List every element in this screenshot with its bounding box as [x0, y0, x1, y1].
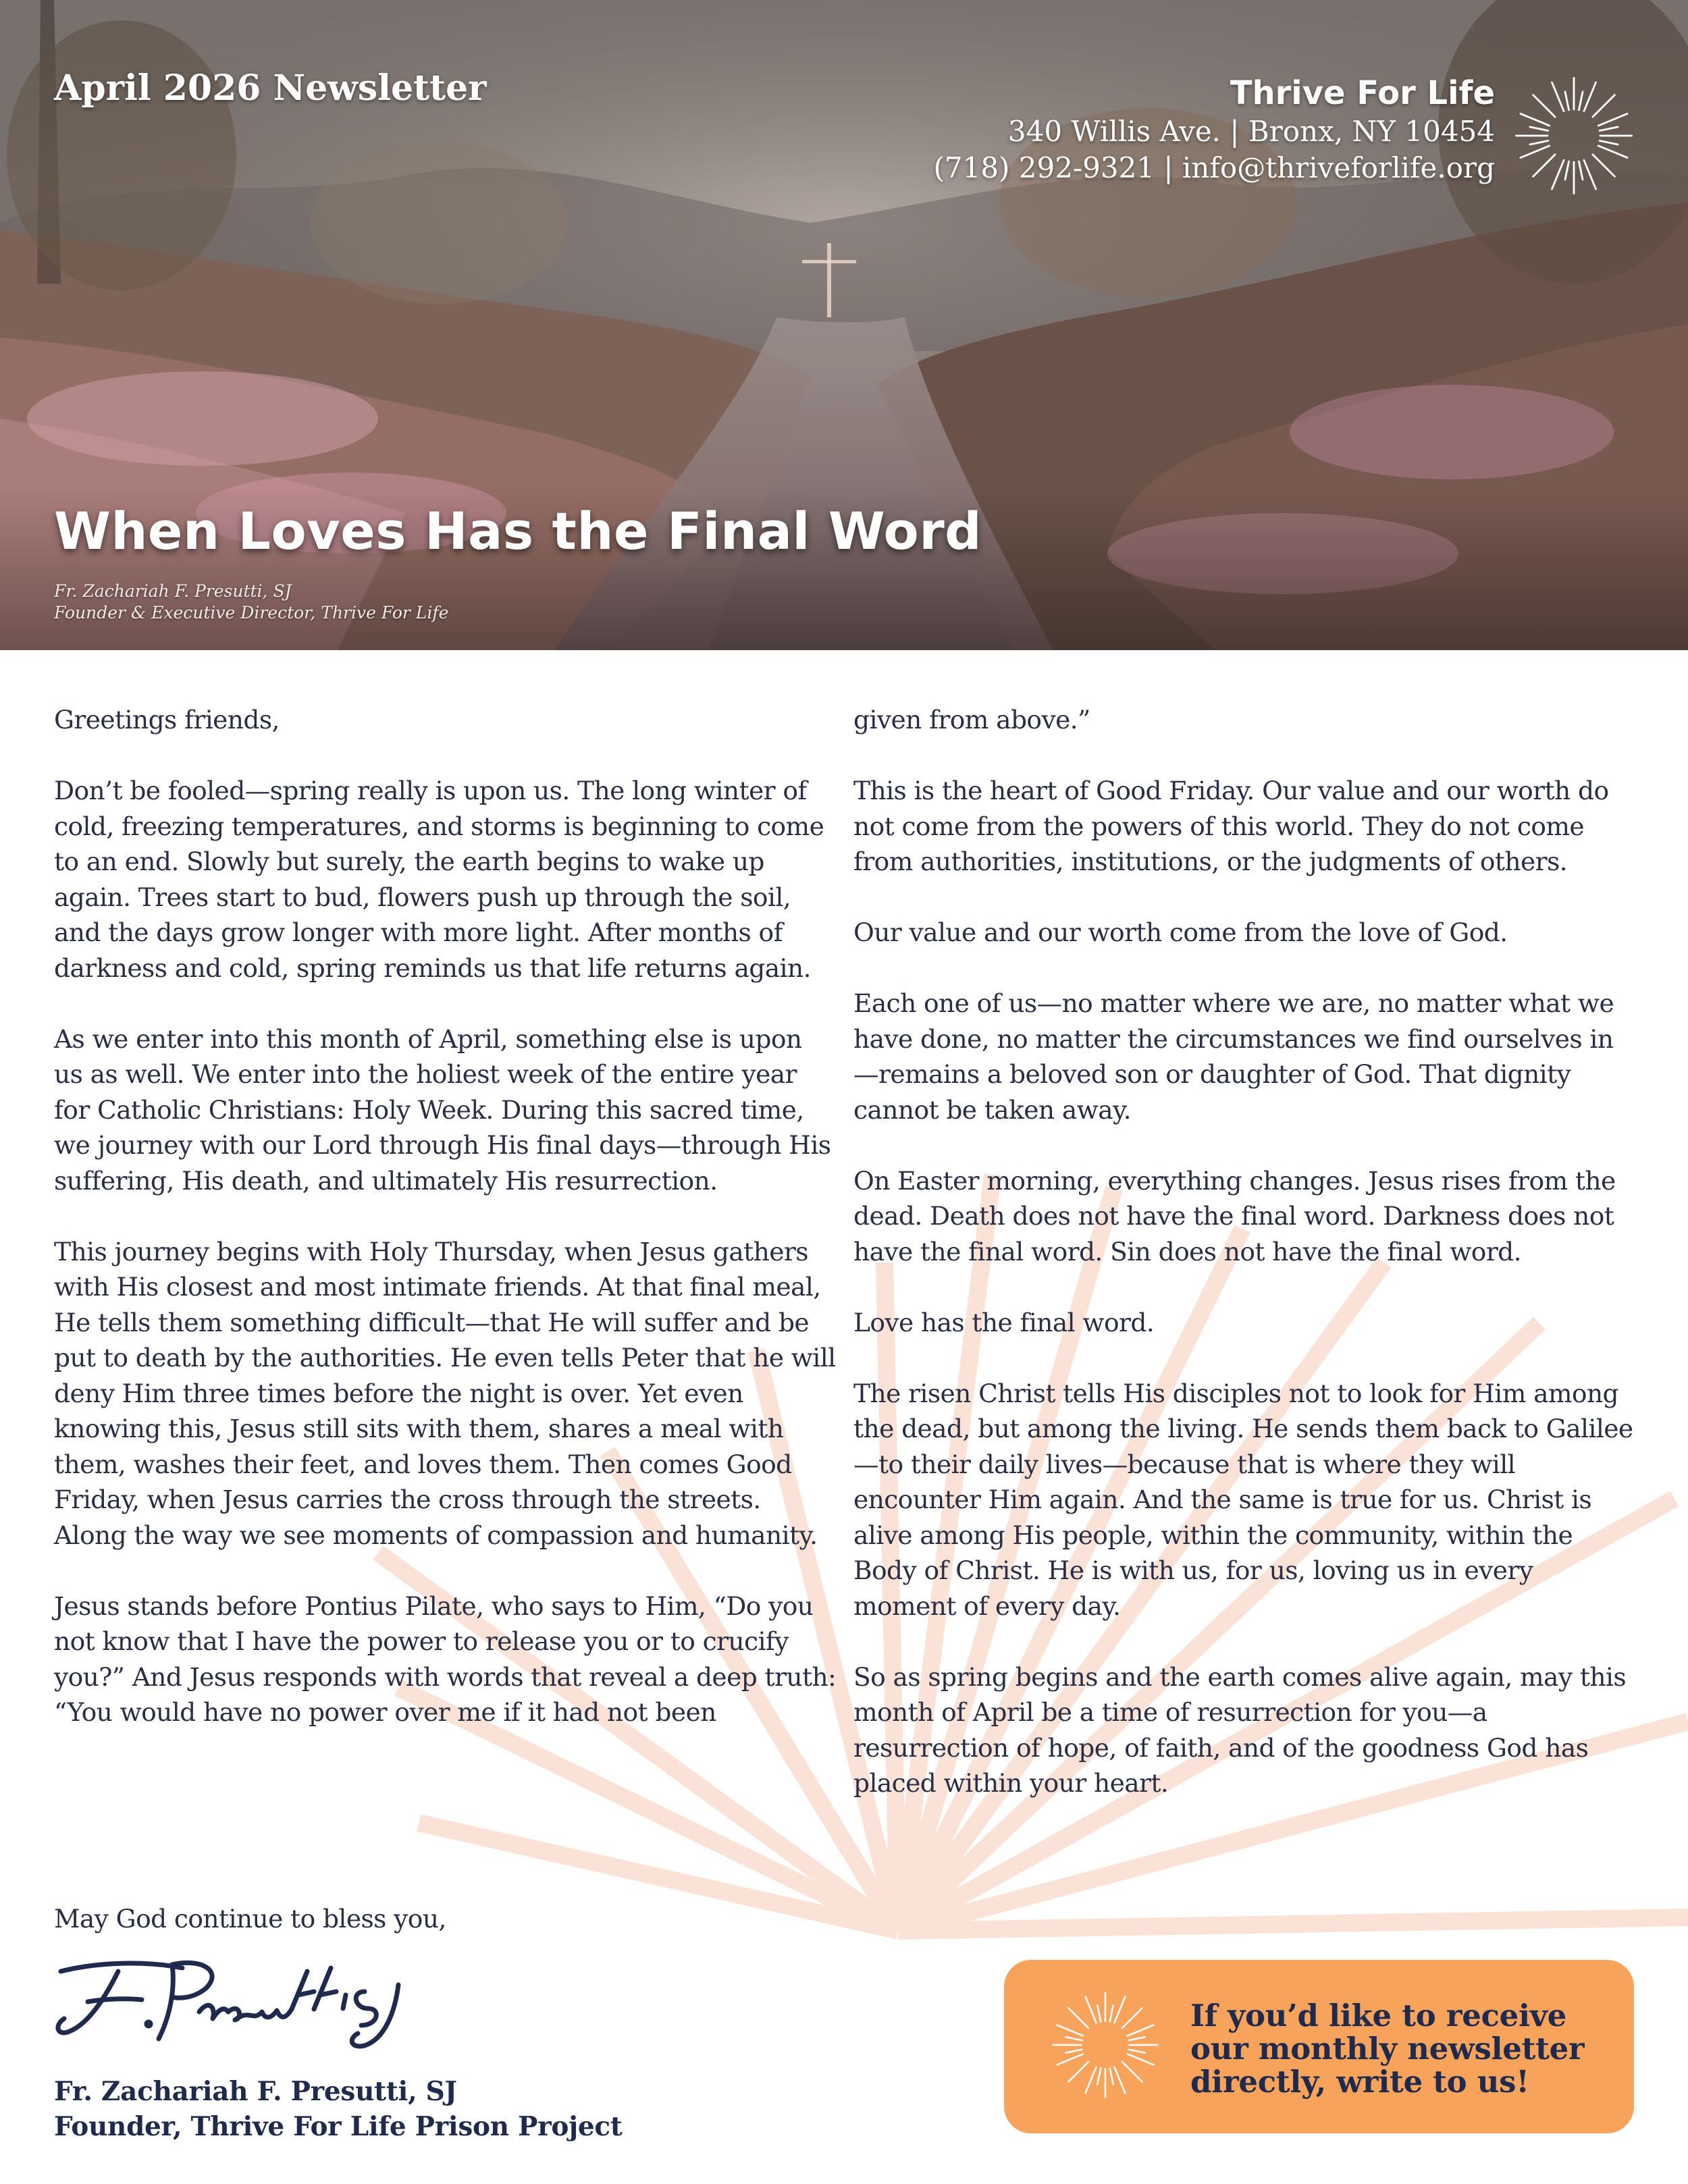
newsletter-signup-callout	[1004, 1960, 1634, 2133]
paragraph: Greetings friends,	[54, 705, 280, 735]
paragraph: This is the heart of Good Friday. Our value and our worth do not come from the powers of this world. They do not come from authorities, institutions, or the judgments of others.	[853, 776, 1609, 876]
sunburst-logo-icon	[1511, 73, 1637, 198]
article-title: When Loves Has the Final Word	[54, 501, 982, 561]
paragraph: The risen Christ tells His disciples not to look for Him among the dead, but among the living. He sends them back to Galilee—to their daily lives—because that is where they will encounter Him again. And the same is true for us. Christ is alive among His people, within the community, within the Body of Christ. He is with us, for us, loving us in every moment of every day.	[853, 1378, 1633, 1621]
byline-author: Fr. Zachariah F. Presutti, SJ	[54, 581, 292, 601]
paragraph: This journey begins with Holy Thursday, when Jesus gathers with His closest and most intimate friends. At that final meal, He tells them something difficult—that He will suffer and be put to death by the authorities. He even tells Peter that he will deny Him three times before the night is over. Yet even knowing this, Jesus still sits with them, shares a meal with them, washes their feet, and loves them. Then comes Good Friday, when Jesus carries the cross through the streets. Along the way we see moments of compassion and humanity.	[54, 1236, 836, 1550]
paragraph: Love has the final word.	[853, 1307, 1155, 1337]
org-name: Thrive For Life	[1230, 74, 1495, 112]
cta-line: If you’d like to receive	[1190, 1998, 1566, 2033]
paragraph: Each one of us—no matter where we are, no matter what we have done, no matter the circumstances we find ourselves in—remains a beloved son or daughter of God. That dignity cannot be taken away.	[853, 988, 1614, 1125]
right-column	[853, 702, 1637, 1836]
byline	[54, 581, 448, 624]
org-contact-block	[934, 73, 1496, 186]
left-column	[54, 702, 837, 1765]
paragraph: As we enter into this month of April, something else is upon us as well. We enter into the holiest week of the entire year for Catholic Christians: Holy Week. During this sacred time, we journey with our Lord through His final days—through His suffering, His death, and ultimately His resurrection.	[54, 1023, 831, 1196]
hero-banner	[0, 0, 1688, 650]
paragraph: Jesus stands before Pontius Pilate, who says to Him, “Do you not know that I have the power to release you or to crucify you?” And Jesus responds with words that reveal a deep truth: “You would have no power over me if it had not been	[54, 1591, 837, 1727]
handwritten-signature	[47, 1944, 412, 2059]
signer-name: Fr. Zachariah F. Presutti, SJ	[54, 2076, 457, 2107]
org-address: 340 Willis Ave. | Bronx, NY 10454	[1007, 115, 1495, 148]
sunburst-icon	[1049, 1988, 1162, 2102]
newsletter-label: April 2026 Newsletter	[54, 68, 487, 109]
paragraph: On Easter morning, everything changes. Jesus rises from the dead. Death does not have the final word. Darkness does not have the final word. Sin does not have the final word.	[853, 1165, 1616, 1267]
paragraph: given from above.”	[853, 705, 1090, 735]
cta-line: directly, write to us!	[1190, 2064, 1529, 2100]
paragraph: So as spring begins and the earth comes alive again, may this month of April be a time of resurrection for you—a resurrection of hope, of faith, and of the goodness God has placed within your heart.	[853, 1661, 1627, 1798]
org-contact: (718) 292-9321 | info@thriveforlife.org	[933, 151, 1495, 184]
byline-role: Founder & Executive Director, Thrive For Life	[54, 603, 449, 622]
signer-role: Founder, Thrive For Life Prison Project	[54, 2111, 623, 2142]
signature-block	[54, 2074, 623, 2144]
cta-text	[1190, 1999, 1623, 2098]
paragraph: Our value and our worth come from the love of God.	[853, 917, 1508, 947]
cta-line: our monthly newsletter	[1190, 2031, 1585, 2067]
closing-blessing: May God continue to bless you,	[54, 1904, 446, 1934]
paragraph: Don’t be fooled—spring really is upon us. The long winter of cold, freezing temperatures, and storms is beginning to come to an end. Slowly but surely, the earth begins to wake up again. Trees start to bud, flowers push up through the soil, and the days grow longer with more light. After months of darkness and cold, spring reminds us that life returns again.	[54, 776, 824, 983]
